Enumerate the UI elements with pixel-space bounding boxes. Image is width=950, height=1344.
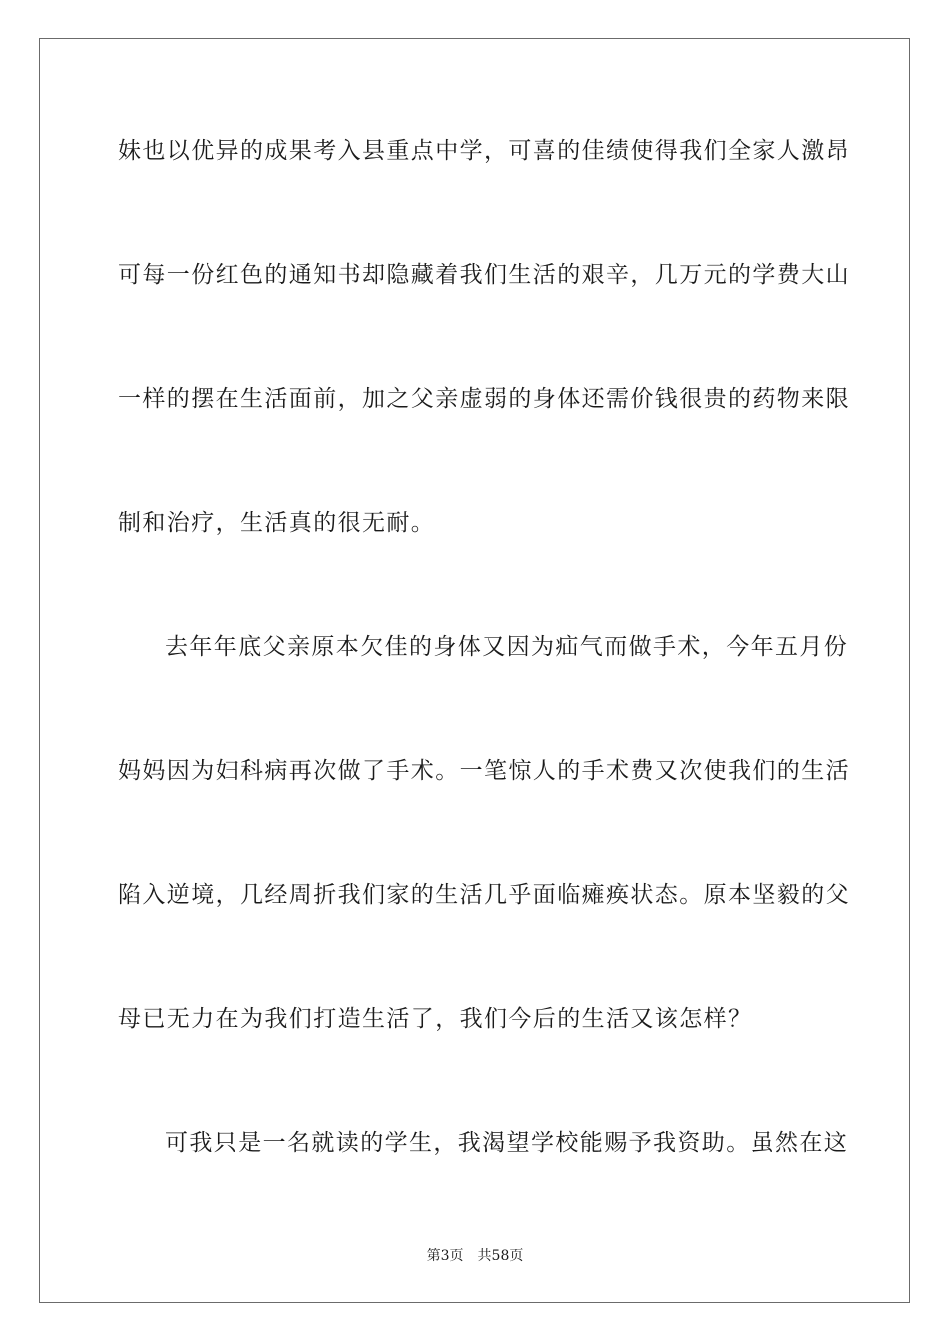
body-text-line-8: 母已无力在为我们打造生活了，我们今后的生活又该怎样？ [118,1006,753,1032]
body-text-line-4: 制和治疗，生活真的很无耐。 [118,510,436,536]
page-border [39,38,910,1303]
page-footer [0,1247,950,1265]
page-number: 第3页 [426,1248,464,1264]
body-text-line-9: 可我只是一名就读的学生，我渴望学校能赐予我资助。虽然在这 [165,1130,849,1156]
body-text-line-6: 妈妈因为妇科病再次做了手术。一笔惊人的手术费又次使我们的生活 [118,758,850,784]
body-text-line-7: 陷入逆境，几经周折我们家的生活几乎面临瘫痪状态。原本坚毅的父 [118,882,850,908]
page-total: 共58页 [477,1248,524,1264]
body-text-line-1: 妹也以优异的成果考入县重点中学，可喜的佳绩使得我们全家人激昂 [118,138,850,164]
body-text-line-2: 可每一份红色的通知书却隐藏着我们生活的艰辛，几万元的学费大山 [118,262,850,288]
body-text-line-5: 去年年底父亲原本欠佳的身体又因为疝气而做手术，今年五月份 [165,634,849,660]
body-text-line-3: 一样的摆在生活面前，加之父亲虚弱的身体还需价钱很贵的药物来限 [118,386,850,412]
